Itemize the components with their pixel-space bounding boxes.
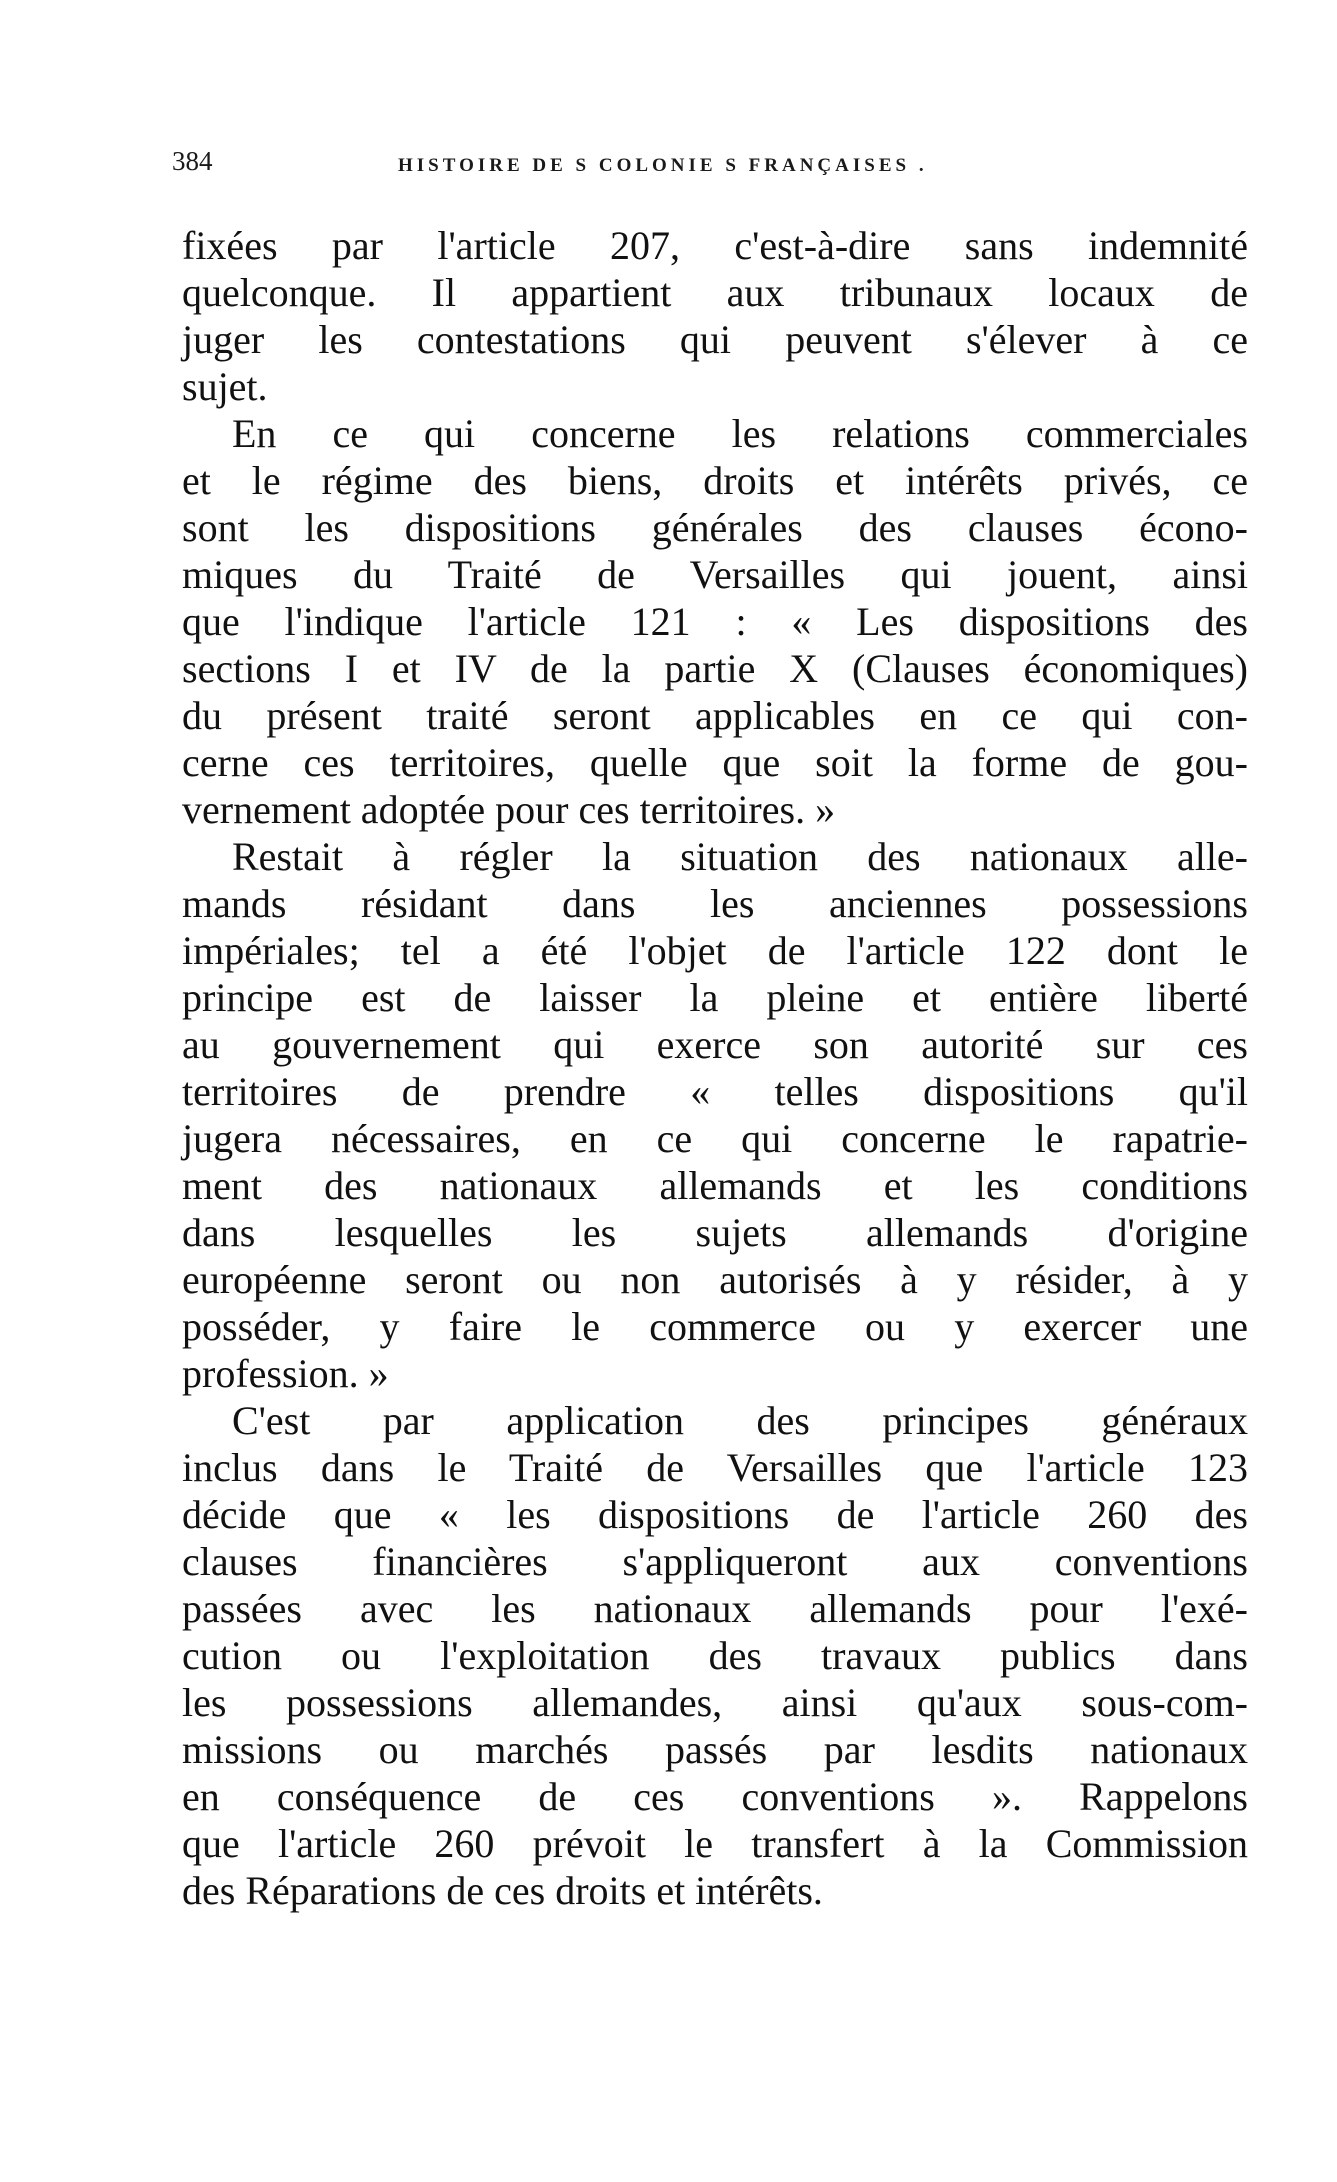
text-line: dans lesquelles les sujets allemands d'origine [182,1210,1248,1255]
text-line: au gouvernement qui exerce son autorité sur ces [182,1022,1248,1067]
text-line: profession. » [182,1351,389,1396]
paragraph [182,222,1248,410]
text-line: Restait à régler la situation des nationaux alle- [232,834,1248,879]
text-line: fixées par l'article 207, c'est-à-dire sans indemnité [182,223,1248,268]
text-line: C'est par application des principes généraux [232,1398,1248,1443]
text-line: sont les dispositions générales des clauses écono- [182,505,1248,550]
text-line: et le régime des biens, droits et intérêts privés, ce [182,458,1248,503]
text-line: quelconque. Il appartient aux tribunaux locaux de [182,270,1248,315]
text-line: en conséquence de ces conventions ». Rappelons [182,1774,1248,1819]
text-line: passées avec les nationaux allemands pour l'exé- [182,1586,1248,1631]
text-line: miques du Traité de Versailles qui jouent, ainsi [182,552,1248,597]
text-line: vernement adoptée pour ces territoires. » [182,787,836,832]
text-line: décide que « les dispositions de l'article 260 des [182,1492,1248,1537]
text-line: inclus dans le Traité de Versailles que l'article 123 [182,1445,1248,1490]
text-line: cution ou l'exploitation des travaux publics dans [182,1633,1248,1678]
running-title: HISTOIRE DE S COLONIE S FRANÇAISES . [398,155,928,176]
body-text [182,222,1248,1914]
text-line: principe est de laisser la pleine et entière liberté [182,975,1248,1020]
text-line: les possessions allemandes, ainsi qu'aux sous-com- [182,1680,1248,1725]
text-line: cerne ces territoires, quelle que soit la forme de gou- [182,740,1248,785]
text-line: des Réparations de ces droits et intérêts. [182,1868,823,1913]
text-line: territoires de prendre « telles dispositions qu'il [182,1069,1248,1114]
text-line: missions ou marchés passés par lesdits nationaux [182,1727,1248,1772]
text-line: européenne seront ou non autorisés à y résider, à y [182,1257,1248,1302]
text-line: ment des nationaux allemands et les conditions [182,1163,1248,1208]
text-line: jugera nécessaires, en ce qui concerne le rapatrie- [182,1116,1248,1161]
paragraph [182,1397,1248,1914]
text-line: clauses financières s'appliqueront aux conventions [182,1539,1248,1584]
text-line: sujet. [182,364,268,409]
text-line: que l'indique l'article 121 : « Les dispositions des [182,599,1248,644]
text-line: sections I et IV de la partie X (Clauses économiques) [182,646,1248,691]
text-line: posséder, y faire le commerce ou y exercer une [182,1304,1248,1349]
paragraph [182,833,1248,1397]
text-line: du présent traité seront applicables en ce qui con- [182,693,1248,738]
text-line: mands résidant dans les anciennes possessions [182,881,1248,926]
text-line: En ce qui concerne les relations commerciales [232,411,1248,456]
text-line: juger les contestations qui peuvent s'élever à ce [182,317,1248,362]
paragraph [182,410,1248,833]
text-line: que l'article 260 prévoit le transfert à la Commission [182,1821,1248,1866]
page-number: 384 [172,146,213,176]
text-line: impériales; tel a été l'objet de l'article 122 dont le [182,928,1248,973]
